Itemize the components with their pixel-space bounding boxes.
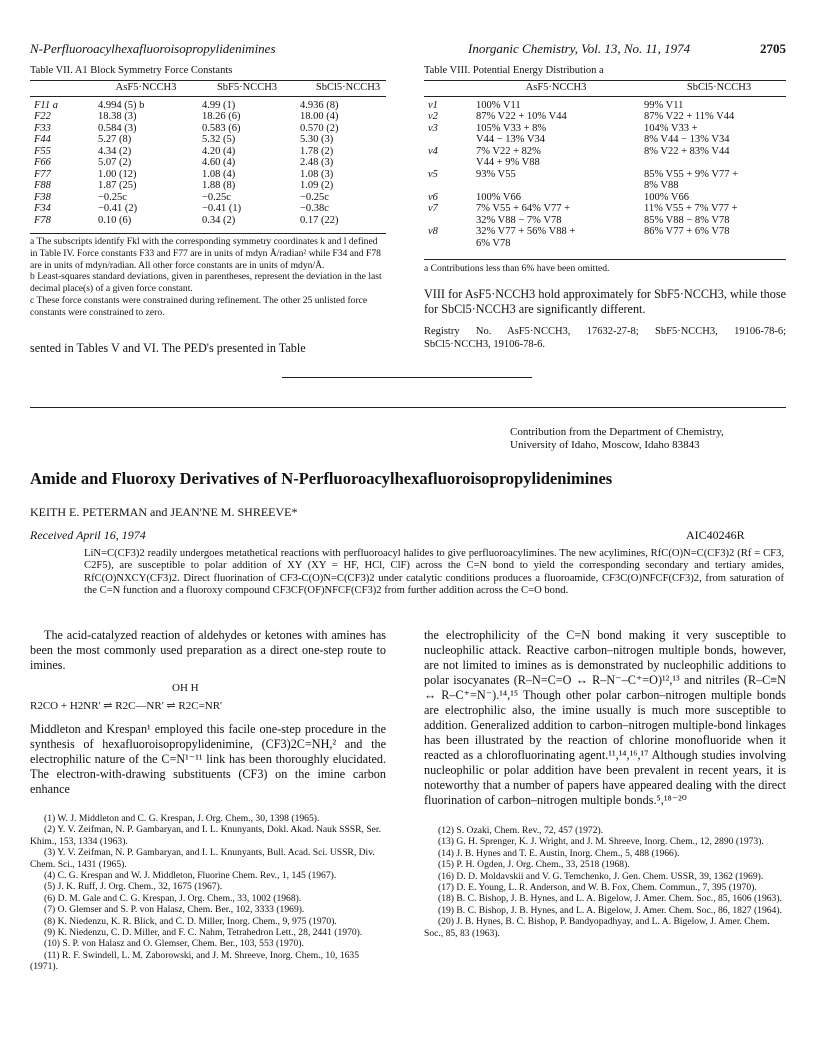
- row-label: F38: [34, 191, 51, 203]
- body-left-para2: Middleton and Krespan¹ employed this facile one-step procedure in the synthesis of hexafluoroisopropylidenimine, (CF3)2C=NH,² and the electrophilic nature of the C=N¹⁻¹¹ link has been thoroughly elucidated. The electron-with-drawing substituents (CF3) on the imine carbon enhance: [30, 722, 386, 796]
- row-label: [424, 180, 472, 192]
- table-row: [424, 146, 798, 158]
- table-cell: 0.584 (3): [98, 122, 137, 134]
- table-cell: 85% V88 − 8% V78: [644, 214, 730, 226]
- table-cell: 2.48 (3): [300, 157, 334, 168]
- table7-footnotes: [30, 236, 386, 319]
- table7-footnote-a: a The subscripts identify Fkl with the corresponding symmetry coordinates k and l defined in Table IV. Force constants F33 and F77 are in units of mdyn Å/radian² while F34 and F78 are in units of mdyn/radian. All other force constants are in units of mdyn/Å.: [30, 236, 381, 271]
- references-right: [424, 825, 786, 939]
- page-number: 2705: [760, 41, 786, 56]
- reference-item: (3) Y. V. Zeifman, N. P. Gambaryan, and I. L. Knunyants, Bull. Acad. Sci. USSR, Div. Chem. Sci., 1431 (1965).: [30, 847, 375, 870]
- table-cell: 100% V11: [476, 99, 521, 111]
- table7-footnote-c: c These force constants were constrained during refinement. The other 25 unlisted force constants were constrained to zero.: [30, 294, 368, 318]
- table-cell: [640, 238, 798, 250]
- reference-item: (10) S. P. von Halasz and O. Glemser, Chem. Ber., 103, 553 (1970).: [44, 938, 304, 950]
- table-row: [424, 238, 798, 250]
- table-cell: 4.20 (4): [202, 145, 236, 157]
- table-cell: −0.41 (2): [98, 203, 138, 214]
- table-row: [30, 180, 400, 192]
- reference-item: (17) D. E. Young, L. R. Anderson, and W. B. Fox, Chem. Commun., 7, 395 (1970).: [438, 882, 757, 894]
- right-tail-text: VIII for AsF5·NCCH3 hold approximately for SbF5·NCCH3, while those for SbCl5·NCCH3 are significantly different.: [424, 287, 786, 316]
- running-title: N-Perfluoroacylhexafluoroisopropylidenimines: [30, 41, 276, 56]
- journal-header: [468, 41, 786, 57]
- reference-item: (1) W. J. Middleton and C. G. Krespan, J. Org. Chem., 30, 1398 (1965).: [44, 813, 320, 824]
- table-cell: [640, 157, 798, 169]
- received-date: Received April 16, 1974: [30, 528, 146, 542]
- column-header: AsF5·NCCH3: [525, 82, 587, 93]
- table-cell: −0.41 (1): [202, 203, 242, 214]
- row-label: [424, 157, 472, 169]
- article-authors: KEITH E. PETERMAN and JEAN'NE M. SHREEVE*: [30, 505, 298, 519]
- table-cell: 86% V77 + 6% V78: [644, 226, 730, 237]
- row-label: F34: [34, 203, 51, 214]
- table-row: [424, 203, 798, 215]
- table-cell: 0.570 (2): [300, 122, 339, 134]
- table-cell: 104% V33 +: [644, 122, 698, 134]
- table-cell: 0.10 (6): [98, 214, 132, 226]
- row-label: F33: [34, 122, 51, 134]
- reference-item: (6) D. M. Gale and C. G. Krespan, J. Org. Chem., 33, 1002 (1968).: [44, 892, 302, 904]
- registry-numbers: Registry No. AsF5·NCCH3, 17632-27-8; SbF5·NCCH3, 19106-78-6; SbCl5·NCCH3, 19106-78-6.: [424, 326, 786, 350]
- table-row: [424, 97, 798, 112]
- abstract: LiN=C(CF3)2 readily undergoes metathetical reactions with perfluoroacyl halides to give perfluoroacylimines. The new acylimines, RfC(O)N=C(CF3)2 (Rf = CF3, C2F5), are susceptible to polar addition of XY (XY = HF, HCl, ClF) across the C=N bond to yield the corresponding secondary and tertiary amides, RfC(O)NXCY(CF3)2. Direct fluorination of CF3-C(O)N=C(CF3)2 under catalytic conditions produces a fluoroamide, CF3C(O)NFCF(CF3)2, from saturation of the C=N function and a fluoroxy compound CF3CF(OF)NFCF(CF3)2 from further addition across the C=O bond.: [84, 548, 784, 597]
- table-cell: 100% V66: [476, 191, 522, 203]
- table8-grid: [424, 82, 798, 249]
- table-cell: 18.00 (4): [300, 111, 339, 122]
- contribution-line-2: University of Idaho, Moscow, Idaho 83843: [510, 439, 700, 451]
- table-cell: 7% V55 + 64% V77 +: [476, 203, 570, 214]
- reference-item: (2) Y. V. Zeifman, N. P. Gambaryan, and I. L. Knunyants, Dokl. Akad. Nauk SSSR, Ser. Khim., 153, 1334 (1963).: [30, 824, 382, 847]
- table-cell: 4.936 (8): [300, 99, 339, 111]
- column-header: SbF5·NCCH3: [216, 82, 278, 93]
- table8: [424, 82, 798, 249]
- table-cell: 5.27 (8): [98, 134, 132, 145]
- table8-caption: Table VIII. Potential Energy Distribution a: [424, 65, 604, 76]
- table-cell: −0.25c: [300, 191, 329, 203]
- table-cell: 99% V11: [644, 99, 684, 111]
- table-row: [424, 192, 798, 204]
- table-row: [30, 111, 400, 123]
- table-row: [30, 203, 400, 215]
- row-label: ν8: [428, 226, 438, 237]
- table-cell: 1.09 (2): [300, 180, 334, 191]
- column-header: SbCl5·NCCH3: [315, 82, 381, 93]
- journal-citation: Inorganic Chemistry, Vol. 13, No. 11, 1974: [468, 41, 691, 56]
- column-header: SbCl5·NCCH3: [686, 82, 752, 93]
- table-row: [424, 180, 798, 192]
- row-label: F22: [34, 111, 51, 122]
- table-cell: 0.583 (6): [202, 122, 241, 134]
- table-cell: 1.08 (3): [300, 168, 334, 180]
- column-header: [424, 82, 472, 97]
- row-label: [424, 134, 472, 146]
- table-cell: V44 − 13% V34: [476, 134, 546, 145]
- table-cell: −0.38c: [300, 203, 329, 214]
- column-header: [30, 82, 94, 97]
- table-cell: 93% V55: [476, 168, 516, 180]
- table-row: [30, 123, 400, 135]
- table-cell: [472, 180, 640, 192]
- column-header: AsF5·NCCH3: [115, 82, 177, 93]
- row-label: F11 a: [34, 99, 59, 111]
- reference-item: (9) K. Niedenzu, C. D. Miller, and F. C. Nahm, Tetrahedron Lett., 28, 2441 (1970).: [44, 927, 363, 939]
- table-cell: V44 + 9% V88: [476, 157, 540, 168]
- table-row: [424, 157, 798, 169]
- table-cell: 18.26 (6): [202, 111, 241, 122]
- row-label: ν4: [428, 145, 438, 157]
- reference-item: (5) J. K. Ruff, J. Org. Chem., 32, 1675 (1967).: [44, 881, 223, 893]
- reference-item: (20) J. B. Hynes, B. C. Bishop, P. Bandyopadhyay, and L. A. Bigelow, J. Amer. Chem. Soc., 85, 83 (1963).: [424, 916, 770, 939]
- table-cell: 4.99 (1): [202, 99, 236, 111]
- table-row: [424, 123, 798, 135]
- reference-item: (19) B. C. Bishop, J. B. Hynes, and L. A. Bigelow, J. Amer. Chem. Soc., 86, 1827 (1964).: [438, 904, 782, 916]
- table-cell: 105% V33 + 8%: [476, 122, 547, 134]
- equation: R2CO + H2NR' ⇌ R2C—NR' ⇌ R2C=NR': [30, 700, 223, 712]
- table7: [30, 82, 400, 226]
- body-right-para: the electrophilicity of the C=N bond making it very susceptible to nucleophilic attack. Reactive carbon–nitrogen multiple bonds, however, are not limited to imines as is demonstrated by nucleophilic additions to polar isocyanates (R–N=C=O ↔ R–N⁻–C⁺=O)¹²,¹³ and nitriles (R–C≡N ↔ R–C⁺=N⁻).¹⁴,¹⁵ Though other polar carbon–nitrogen multiple bonds are electrophilic also, the imine usually is much more susceptible to addition. Generalized addition to carbon–nitrogen multiple-bond linkages has been illustrated by the reaction of chlorine monofluoride when it reacted as a chlorofluorinating agent.¹¹,¹⁴,¹⁶,¹⁷ Although studies involving nucleophilic or polar addition have been prevalent in recent years, it is noteworthy that a number of papers have appeared dealing with the direct fluorination of carbon–nitrogen multiple bonds.⁵,¹⁸⁻²⁰: [424, 628, 786, 807]
- table-row: [424, 111, 798, 123]
- row-label: ν7: [428, 203, 438, 214]
- table-cell: 0.17 (22): [300, 214, 339, 226]
- reference-item: (11) R. F. Swindell, L. M. Zaborowski, and J. M. Shreeve, Inorg. Chem., 10, 1635 (1971).: [30, 949, 360, 973]
- row-label: F44: [34, 134, 51, 145]
- table-row: [30, 215, 400, 227]
- row-label: ν5: [428, 168, 438, 180]
- table-cell: 1.00 (12): [98, 168, 137, 180]
- table-row: [30, 169, 400, 181]
- table-row: [424, 169, 798, 181]
- table-cell: 5.32 (5): [202, 134, 236, 145]
- row-label: F77: [34, 168, 51, 180]
- table7-caption: Table VII. A1 Block Symmetry Force Constants: [30, 65, 233, 76]
- equation-top: OH H: [172, 682, 199, 694]
- table-row: [30, 157, 400, 169]
- table-cell: 100% V66: [644, 191, 690, 203]
- table-row: [30, 146, 400, 158]
- table-row: [30, 97, 400, 112]
- table7-grid: [30, 82, 400, 226]
- row-label: ν6: [428, 191, 438, 203]
- table-cell: 7% V22 + 82%: [476, 145, 541, 157]
- row-label: [424, 215, 472, 227]
- table-cell: 1.78 (2): [300, 145, 334, 157]
- table-cell: 87% V22 + 11% V44: [644, 111, 735, 122]
- table-cell: 6% V78: [476, 237, 511, 249]
- table-cell: 1.87 (25): [98, 180, 137, 191]
- table-cell: 0.34 (2): [202, 214, 236, 226]
- references-left: [30, 813, 386, 973]
- reference-item: (4) C. G. Krespan and W. J. Middleton, Fluorine Chem. Rev., 1, 145 (1967).: [44, 870, 337, 882]
- row-label: F55: [34, 145, 51, 157]
- table-cell: 8% V22 + 83% V44: [644, 145, 730, 157]
- table-cell: 5.07 (2): [98, 157, 132, 168]
- table-cell: 11% V55 + 7% V77 +: [644, 203, 738, 214]
- table-cell: 32% V88 − 7% V78: [476, 214, 562, 226]
- table-cell: 5.30 (3): [300, 134, 334, 145]
- table-row: [424, 215, 798, 227]
- reference-item: (16) D. D. Moldavskii and V. G. Temchenko, J. Gen. Chem. USSR, 39, 1362 (1969).: [438, 870, 764, 882]
- row-label: [424, 238, 472, 250]
- row-label: ν2: [428, 111, 438, 122]
- reference-item: (14) J. B. Hynes and T. E. Austin, Inorg. Chem., 5, 488 (1966).: [438, 847, 680, 859]
- reference-item: (8) K. Niedenzu, K. R. Blick, and C. D. Miller, Inorg. Chem., 9, 975 (1970).: [44, 915, 337, 927]
- table-cell: −0.25c: [98, 191, 127, 203]
- table7-footnote-b: b Least-squares standard deviations, given in parentheses, represent the deviation in the last decimal place(s) of a given force constant.: [30, 271, 382, 295]
- table-row: [424, 226, 798, 238]
- table-cell: 32% V77 + 56% V88 +: [476, 226, 576, 237]
- reference-item: (7) O. Glemser and S. P. von Halasz, Chem. Ber., 102, 3333 (1969).: [44, 904, 305, 916]
- manuscript-code: AIC40246R: [686, 528, 745, 542]
- reference-item: (13) G. H. Sprenger, K. J. Wright, and J. M. Shreeve, Inorg. Chem., 12, 2890 (1973).: [438, 836, 764, 848]
- reference-item: (15) P. H. Ogden, J. Org. Chem., 33, 2518 (1968).: [438, 859, 630, 871]
- table-cell: 87% V22 + 10% V44: [476, 111, 567, 122]
- table-row: [424, 134, 798, 146]
- table-cell: 1.08 (4): [202, 168, 236, 180]
- table-cell: 8% V44 − 13% V34: [644, 134, 730, 145]
- row-label: F66: [34, 157, 51, 168]
- table-cell: 4.994 (5) b: [98, 99, 145, 111]
- table-cell: 4.60 (4): [202, 157, 236, 168]
- table-cell: 18.38 (3): [98, 111, 137, 122]
- contribution-line-1: Contribution from the Department of Chemistry,: [510, 426, 724, 438]
- row-label: F88: [34, 180, 51, 191]
- reference-item: (12) S. Ozaki, Chem. Rev., 72, 457 (1972).: [438, 825, 604, 836]
- table-cell: 85% V55 + 9% V77 +: [644, 168, 738, 180]
- row-label: F78: [34, 214, 51, 226]
- article-title: Amide and Fluoroxy Derivatives of N-Perfluoroacylhexafluoroisopropylidenimines: [30, 469, 613, 488]
- table8-footnote: a Contributions less than 6% have been omitted.: [424, 263, 610, 274]
- left-tail-text: sented in Tables V and VI. The PED's presented in Table: [30, 341, 306, 355]
- table-cell: 4.34 (2): [98, 145, 132, 157]
- row-label: ν1: [428, 99, 438, 111]
- row-label: ν3: [428, 122, 438, 134]
- table-row: [30, 192, 400, 204]
- table-cell: −0.25c: [202, 191, 231, 203]
- table-cell: 1.88 (8): [202, 180, 236, 191]
- reference-item: (18) B. C. Bishop, J. B. Hynes, and L. A. Bigelow, J. Amer. Chem. Soc., 85, 1606 (1963).: [438, 893, 782, 905]
- contribution-block: [510, 426, 724, 452]
- table-cell: 8% V88: [644, 180, 679, 191]
- table-row: [30, 134, 400, 146]
- body-left-para1: The acid-catalyzed reaction of aldehydes or ketones with amines has been the most commonly used preparation as a direct one-step route to imines.: [30, 628, 386, 672]
